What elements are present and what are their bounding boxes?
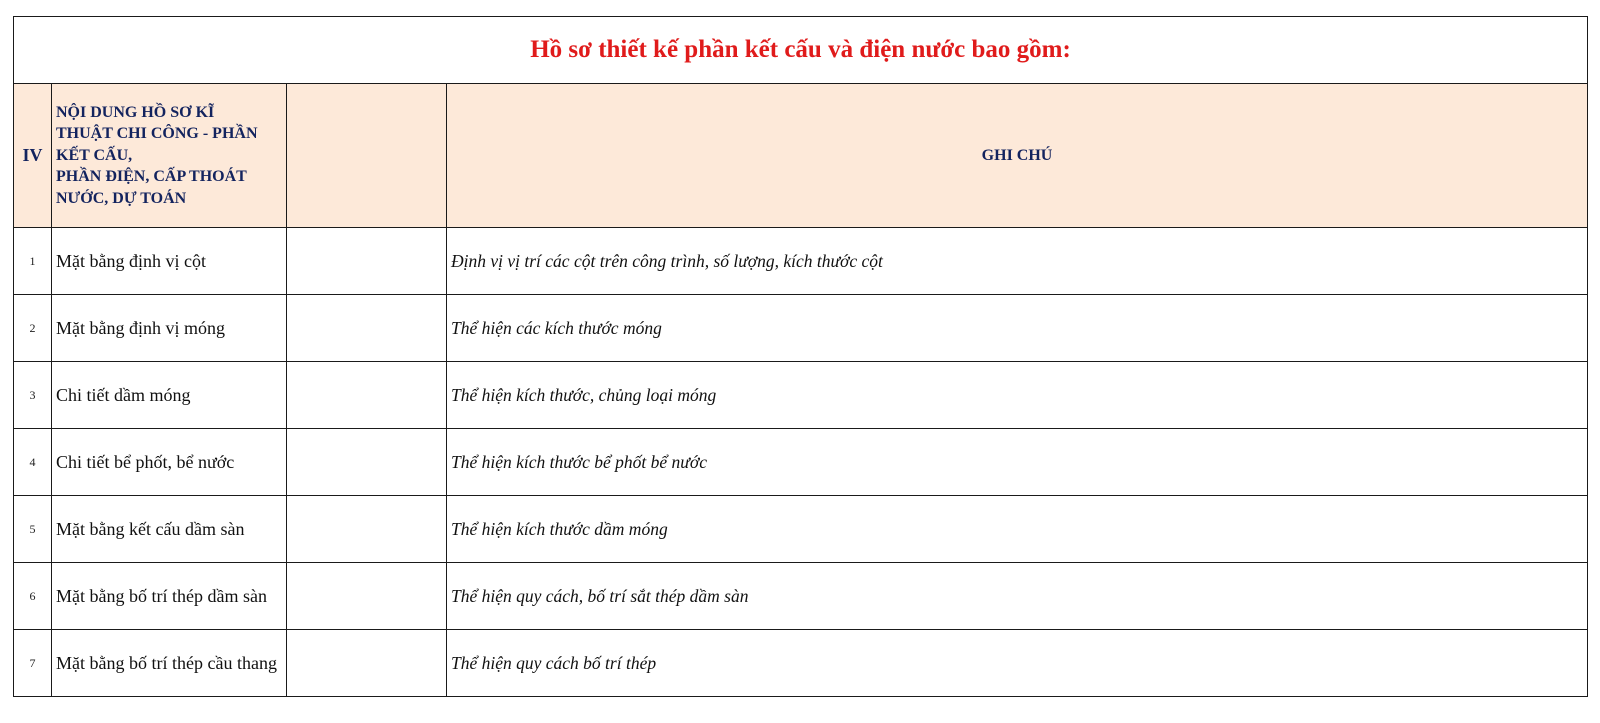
row-item: Mặt bằng định vị móng	[52, 295, 287, 362]
table-row	[14, 630, 1588, 697]
table-row	[14, 295, 1588, 362]
row-note: Định vị vị trí các cột trên công trình, số lượng, kích thước cột	[447, 228, 1588, 295]
row-blank-cell	[287, 496, 447, 563]
row-number: 3	[14, 362, 52, 429]
note-column-header: GHI CHÚ	[447, 84, 1588, 228]
section-number: IV	[14, 84, 52, 228]
row-number: 6	[14, 563, 52, 630]
table-row	[14, 496, 1588, 563]
row-blank-cell	[287, 563, 447, 630]
title-row	[14, 17, 1588, 84]
row-number: 1	[14, 228, 52, 295]
row-note: Thể hiện quy cách bố trí thép	[447, 630, 1588, 697]
blank-column-header	[287, 84, 447, 228]
design-document-table	[13, 16, 1588, 697]
table-row	[14, 563, 1588, 630]
row-item: Chi tiết bể phốt, bể nước	[52, 429, 287, 496]
row-note: Thể hiện quy cách, bố trí sắt thép dầm sàn	[447, 563, 1588, 630]
row-number: 7	[14, 630, 52, 697]
row-number: 4	[14, 429, 52, 496]
row-item: Mặt bằng bố trí thép dầm sàn	[52, 563, 287, 630]
row-blank-cell	[287, 228, 447, 295]
row-note: Thể hiện kích thước, chủng loại móng	[447, 362, 1588, 429]
row-note: Thể hiện kích thước bể phốt bể nước	[447, 429, 1588, 496]
row-number: 5	[14, 496, 52, 563]
row-item: Mặt bằng định vị cột	[52, 228, 287, 295]
table-row	[14, 228, 1588, 295]
row-blank-cell	[287, 630, 447, 697]
row-item: Mặt bằng kết cấu dầm sàn	[52, 496, 287, 563]
row-blank-cell	[287, 429, 447, 496]
row-blank-cell	[287, 295, 447, 362]
row-number: 2	[14, 295, 52, 362]
row-item: Chi tiết dầm móng	[52, 362, 287, 429]
header-row	[14, 84, 1588, 228]
row-note: Thể hiện các kích thước móng	[447, 295, 1588, 362]
row-note: Thể hiện kích thước dầm móng	[447, 496, 1588, 563]
table-row	[14, 362, 1588, 429]
row-blank-cell	[287, 362, 447, 429]
row-item: Mặt bằng bố trí thép cầu thang	[52, 630, 287, 697]
content-column-header: NỘI DUNG HỒ SƠ KĨ THUẬT CHI CÔNG - PHẦN KẾT CẤU, PHẦN ĐIỆN, CẤP THOÁT NƯỚC, DỰ TOÁN	[52, 84, 287, 228]
table-row	[14, 429, 1588, 496]
document-title: Hồ sơ thiết kế phần kết cấu và điện nước bao gồm:	[14, 17, 1588, 84]
